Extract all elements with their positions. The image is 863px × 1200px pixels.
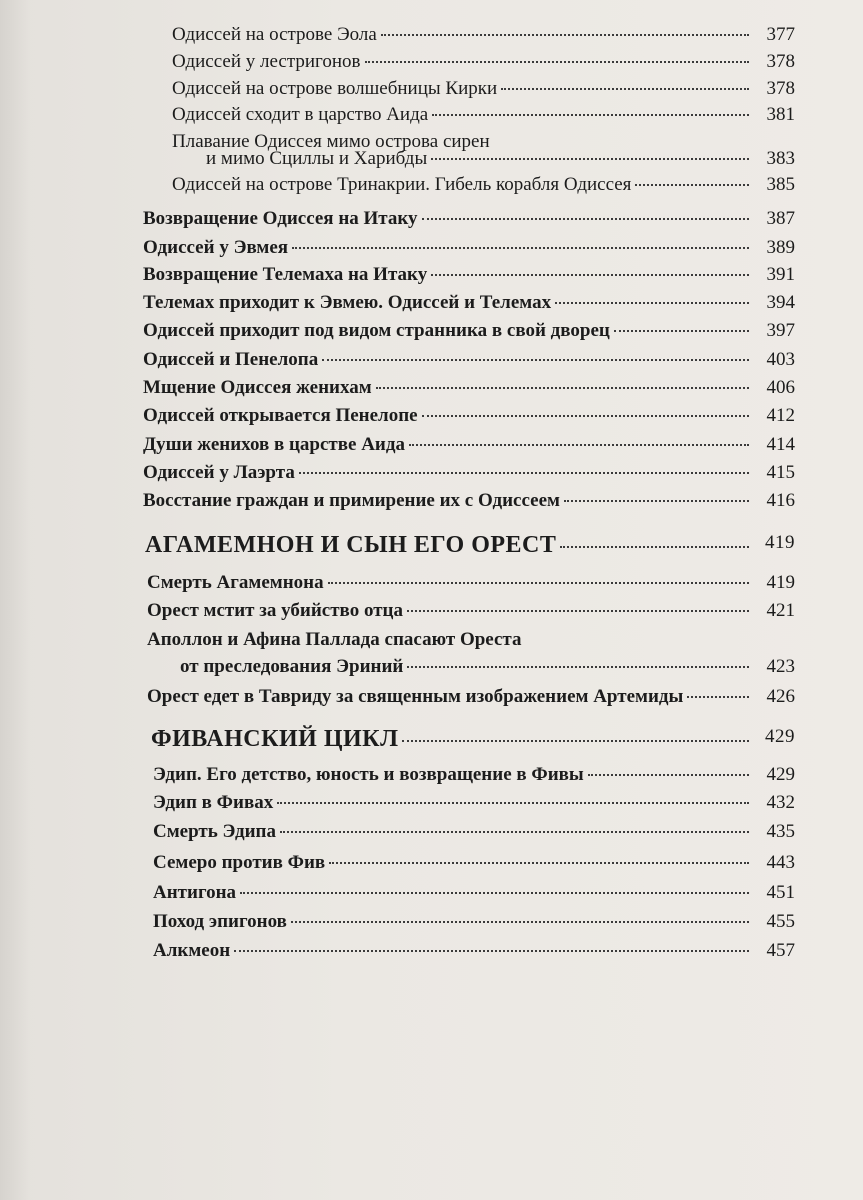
toc-entry xyxy=(172,104,863,126)
dot-leader xyxy=(501,88,749,90)
dot-leader xyxy=(376,387,749,389)
toc-entry-page: 406 xyxy=(766,377,795,398)
dot-leader xyxy=(431,274,749,276)
dot-leader xyxy=(277,802,749,804)
toc-entry xyxy=(143,349,863,371)
toc-entry-title: Орест мстит за убийство отца xyxy=(147,600,403,621)
dot-leader xyxy=(614,330,749,332)
toc-entry xyxy=(153,940,863,962)
toc-entry-title: Одиссей на острове Тринакрии. Гибель корабля Одиссея xyxy=(172,174,632,195)
toc-section-heading xyxy=(145,532,863,559)
toc-entry-page: 416 xyxy=(766,490,795,511)
dot-leader xyxy=(588,774,749,776)
dot-leader xyxy=(329,862,749,864)
toc-entry-title: Одиссей на острове Эола xyxy=(172,24,377,45)
toc-entry xyxy=(153,821,863,843)
toc-entry xyxy=(147,572,863,594)
toc-entry-page: 455 xyxy=(766,911,795,932)
toc-entry-title: Восстание граждан и примирение их с Одиссеем xyxy=(143,490,560,511)
toc-entry xyxy=(153,852,863,874)
toc-entry xyxy=(143,434,863,456)
toc-entry-page: 429 xyxy=(766,764,795,785)
toc-entry-page: 435 xyxy=(766,821,795,842)
toc-entry-page: 432 xyxy=(766,792,795,813)
toc-entry-title: Одиссей у Эвмея xyxy=(143,237,289,258)
toc-entry-page: 377 xyxy=(766,24,795,45)
toc-entry-title: Одиссей открывается Пенелопе xyxy=(143,405,418,426)
dot-leader xyxy=(240,892,749,894)
toc-entry-title: Одиссей приходит под видом странника в свой дворец xyxy=(143,320,610,341)
toc-entry-page: 378 xyxy=(766,78,795,99)
toc-entry-page: 397 xyxy=(766,320,795,341)
dot-leader xyxy=(407,666,749,668)
dot-leader xyxy=(555,302,749,304)
toc-entry-page: 387 xyxy=(766,208,795,229)
dot-leader xyxy=(381,34,749,36)
dot-leader xyxy=(234,950,749,952)
toc-entry-page: 389 xyxy=(766,237,795,258)
toc-entry xyxy=(172,51,863,73)
page-fold-shadow xyxy=(0,0,30,1200)
toc-entry xyxy=(153,911,863,933)
toc-entry-title: Поход эпигонов xyxy=(153,911,287,932)
toc-entry-page: 412 xyxy=(766,405,795,426)
toc-entry-page: 383 xyxy=(766,148,795,169)
section-page: 419 xyxy=(765,532,795,553)
toc-entry-title: Одиссей сходит в царство Аида xyxy=(172,104,429,125)
toc-entry xyxy=(143,377,863,399)
dot-leader xyxy=(687,696,749,698)
dot-leader xyxy=(280,831,749,833)
dot-leader xyxy=(322,359,749,361)
toc-entry xyxy=(143,237,863,259)
section-title: ФИВАНСКИЙ ЦИКЛ xyxy=(151,726,399,752)
toc-entry-page: 421 xyxy=(766,600,795,621)
toc-entry-page: 414 xyxy=(766,434,795,455)
section-title: АГАМЕМНОН И СЫН ЕГО ОРЕСТ xyxy=(145,532,557,558)
toc-entry-title: Одиссей у Лаэрта xyxy=(143,462,295,483)
toc-entry xyxy=(153,764,863,786)
dot-leader xyxy=(409,444,749,446)
dot-leader xyxy=(292,247,749,249)
section-page: 429 xyxy=(765,726,795,747)
toc-entry xyxy=(143,292,863,314)
dot-leader xyxy=(432,114,749,116)
toc-entry-title: Телемах приходит к Эвмею. Одиссей и Телемах xyxy=(143,292,552,313)
toc-entry xyxy=(143,208,863,230)
toc-entry xyxy=(172,24,863,46)
toc-entry xyxy=(147,600,863,622)
toc-entry-title: Алкмеон xyxy=(153,940,231,961)
toc-entry xyxy=(143,264,863,286)
dot-leader xyxy=(422,415,749,417)
toc-entry xyxy=(143,320,863,342)
toc-entry-page: 419 xyxy=(766,572,795,593)
toc-entry xyxy=(180,656,863,678)
dot-leader xyxy=(560,546,749,548)
toc-entry xyxy=(153,792,863,814)
toc-entry-page: 415 xyxy=(766,462,795,483)
toc-entry-title: Семеро против Фив xyxy=(153,852,326,873)
toc-entry xyxy=(172,174,863,196)
toc-entry xyxy=(143,405,863,427)
toc-entry xyxy=(206,148,863,170)
toc-entry-title: Одиссей и Пенелопа xyxy=(143,349,319,370)
toc-entry-page: 381 xyxy=(766,104,795,125)
toc-entry-page: 443 xyxy=(766,852,795,873)
toc-entry-page: 385 xyxy=(766,174,795,195)
toc-entry-page: 403 xyxy=(766,349,795,370)
toc-entry-title: Смерть Эдипа xyxy=(153,821,276,842)
toc-entry-page: 394 xyxy=(766,292,795,313)
toc-entry-title: Возвращение Телемаха на Итаку xyxy=(143,264,428,285)
dot-leader xyxy=(328,582,749,584)
dot-leader xyxy=(407,610,749,612)
toc-entry-title: Возвращение Одиссея на Итаку xyxy=(143,208,418,229)
dot-leader xyxy=(422,218,749,220)
dot-leader xyxy=(431,158,749,160)
toc-entry-page: 423 xyxy=(766,656,795,677)
toc-entry-title: Эдип. Его детство, юность и возвращение в Фивы xyxy=(153,764,584,785)
toc-entry-title: Одиссей у лестригонов xyxy=(172,51,361,72)
toc-entry-page: 451 xyxy=(766,882,795,903)
toc-entry-title: Эдип в Фивах xyxy=(153,792,274,813)
toc-entry-page: 378 xyxy=(766,51,795,72)
toc-entry-title: Орест едет в Тавриду за священным изображением Артемиды xyxy=(147,686,684,707)
toc-entry-title: Антигона xyxy=(153,882,237,903)
toc-entry-title: Одиссей на острове волшебницы Кирки xyxy=(172,78,498,99)
toc-entry xyxy=(153,882,863,904)
toc-entry xyxy=(172,78,863,100)
toc-section-heading xyxy=(151,726,863,753)
toc-entry-title: Мщение Одиссея женихам xyxy=(143,377,372,398)
toc-entry-page: 457 xyxy=(766,940,795,961)
dot-leader xyxy=(291,921,749,923)
toc-entry xyxy=(143,490,863,512)
dot-leader xyxy=(365,61,750,63)
toc-entry-title-line2: от преследования Эриний xyxy=(180,656,404,677)
dot-leader xyxy=(402,740,749,742)
dot-leader xyxy=(299,472,749,474)
toc-entry xyxy=(143,462,863,484)
toc-entry-title: Смерть Агамемнона xyxy=(147,572,324,593)
toc-entry-page: 426 xyxy=(766,686,795,707)
toc-entry xyxy=(147,686,863,708)
toc-entry-page: 391 xyxy=(766,264,795,285)
toc-entry-title-line1: Аполлон и Афина Паллада спасают Ореста xyxy=(147,629,522,650)
toc-entry-title-line2: и мимо Сциллы и Харибды xyxy=(206,148,428,169)
toc-entry-title-line1: Плавание Одиссея мимо острова сирен xyxy=(172,131,490,152)
dot-leader xyxy=(564,500,749,502)
toc-entry-title: Души женихов в царстве Аида xyxy=(143,434,405,455)
dot-leader xyxy=(635,184,749,186)
